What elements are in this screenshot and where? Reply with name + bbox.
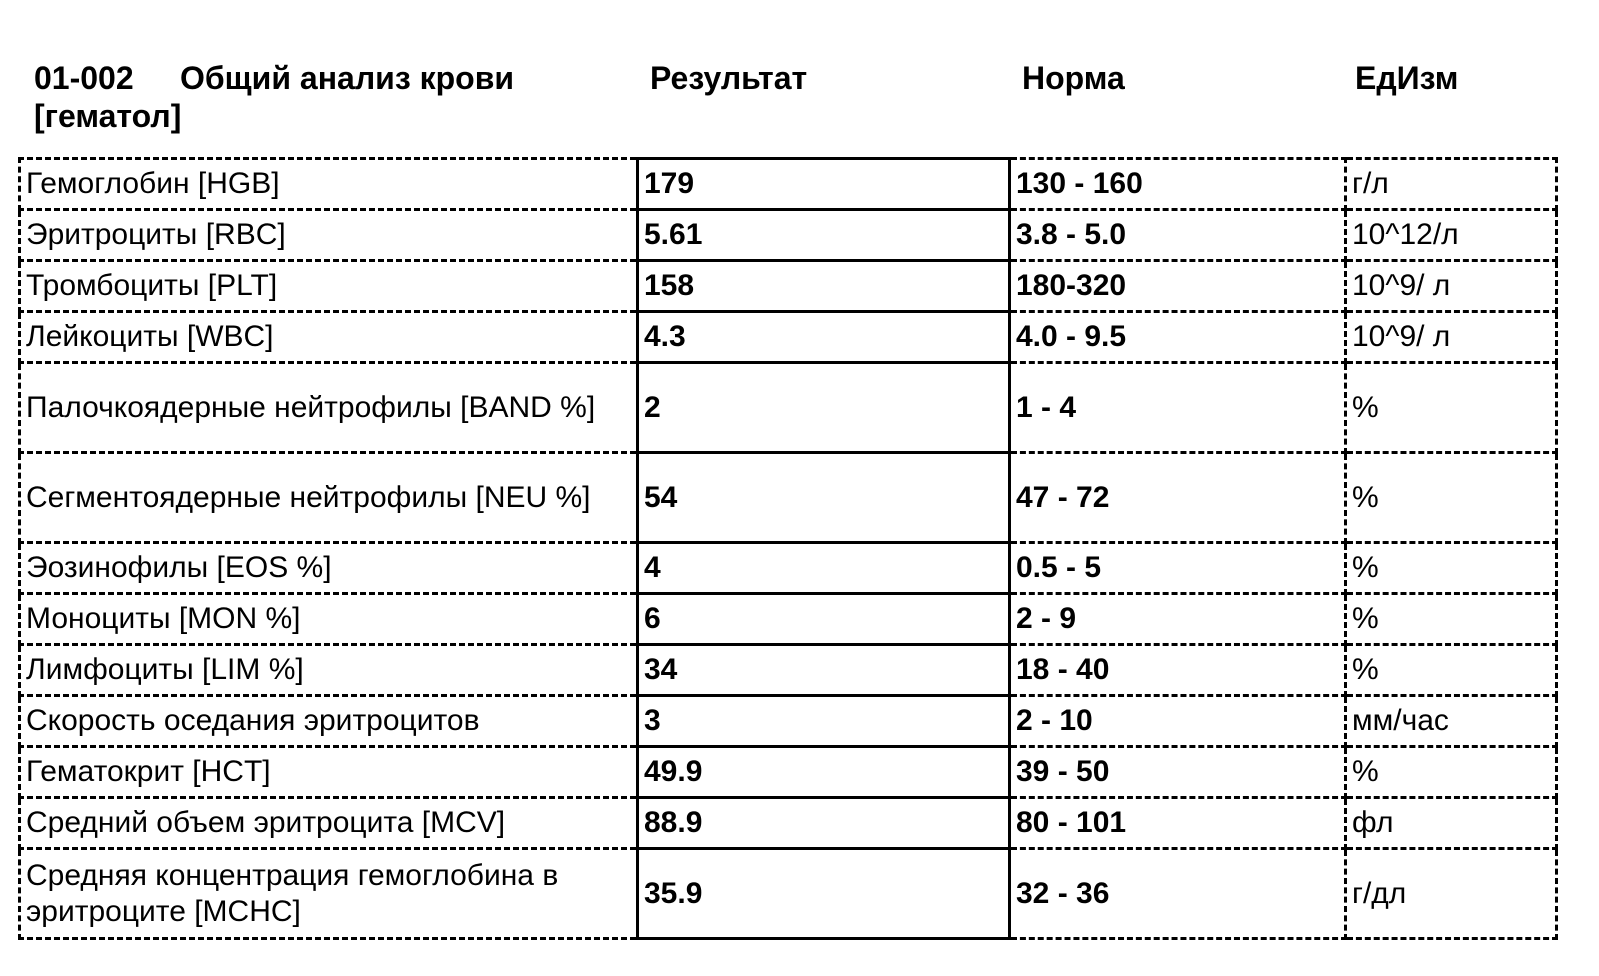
table-row [20, 261, 1557, 312]
result-value: 158 [638, 261, 1010, 312]
result-value: 3 [638, 696, 1010, 747]
result-value: 4.3 [638, 312, 1010, 363]
norm-range: 80 - 101 [1010, 798, 1346, 849]
norm-range: 3.8 - 5.0 [1010, 210, 1346, 261]
result-value: 6 [638, 594, 1010, 645]
column-header-norm: Норма [1022, 60, 1125, 96]
table-row [20, 453, 1557, 543]
parameter-name: Моноциты [MON %] [20, 594, 638, 645]
table-row [20, 210, 1557, 261]
norm-range: 32 - 36 [1010, 849, 1346, 939]
result-value: 179 [638, 159, 1010, 210]
parameter-name: Гематокрит [HCT] [20, 747, 638, 798]
parameter-name: Средняя концентрация гемоглобина в эритроците [MCHC] [20, 849, 638, 939]
table-row [20, 747, 1557, 798]
norm-range: 0.5 - 5 [1010, 543, 1346, 594]
result-value: 4 [638, 543, 1010, 594]
column-header-unit: ЕдИзм [1355, 60, 1459, 96]
norm-range: 47 - 72 [1010, 453, 1346, 543]
test-subtitle: [гематол] [34, 98, 182, 134]
norm-range: 2 - 9 [1010, 594, 1346, 645]
result-value: 35.9 [638, 849, 1010, 939]
table-row [20, 849, 1557, 939]
norm-range: 1 - 4 [1010, 363, 1346, 453]
norm-range: 2 - 10 [1010, 696, 1346, 747]
parameter-name: Скорость оседания эритроцитов [20, 696, 638, 747]
column-header-result: Результат [650, 60, 808, 96]
table-row [20, 594, 1557, 645]
test-code: 01-002 [34, 60, 134, 96]
result-value: 49.9 [638, 747, 1010, 798]
result-value: 88.9 [638, 798, 1010, 849]
result-value: 34 [638, 645, 1010, 696]
table-row [20, 363, 1557, 453]
norm-range: 180-320 [1010, 261, 1346, 312]
unit: 10^9/ л [1346, 312, 1557, 363]
parameter-name: Тромбоциты [PLT] [20, 261, 638, 312]
table-row [20, 645, 1557, 696]
norm-range: 130 - 160 [1010, 159, 1346, 210]
norm-range: 18 - 40 [1010, 645, 1346, 696]
unit: г/дл [1346, 849, 1557, 939]
table-row [20, 798, 1557, 849]
table-row [20, 543, 1557, 594]
parameter-name: Палочкоядерные нейтрофилы [BAND %] [20, 363, 638, 453]
norm-range: 4.0 - 9.5 [1010, 312, 1346, 363]
parameter-name: Лейкоциты [WBC] [20, 312, 638, 363]
unit: % [1346, 594, 1557, 645]
unit: 10^12/л [1346, 210, 1557, 261]
parameter-name: Эозинофилы [EOS %] [20, 543, 638, 594]
table-row [20, 696, 1557, 747]
results-table [18, 157, 1558, 940]
result-value: 5.61 [638, 210, 1010, 261]
unit: фл [1346, 798, 1557, 849]
unit: % [1346, 543, 1557, 594]
table-row [20, 159, 1557, 210]
unit: % [1346, 363, 1557, 453]
result-value: 54 [638, 453, 1010, 543]
norm-range: 39 - 50 [1010, 747, 1346, 798]
test-title: Общий анализ крови [180, 60, 515, 96]
parameter-name: Лимфоциты [LIM %] [20, 645, 638, 696]
unit: % [1346, 453, 1557, 543]
table-row [20, 312, 1557, 363]
parameter-name: Сегментоядерные нейтрофилы [NEU %] [20, 453, 638, 543]
unit: % [1346, 645, 1557, 696]
unit: мм/час [1346, 696, 1557, 747]
result-value: 2 [638, 363, 1010, 453]
parameter-name: Эритроциты [RBC] [20, 210, 638, 261]
parameter-name: Гемоглобин [HGB] [20, 159, 638, 210]
unit: % [1346, 747, 1557, 798]
unit: г/л [1346, 159, 1557, 210]
parameter-name: Средний объем эритроцита [MCV] [20, 798, 638, 849]
unit: 10^9/ л [1346, 261, 1557, 312]
